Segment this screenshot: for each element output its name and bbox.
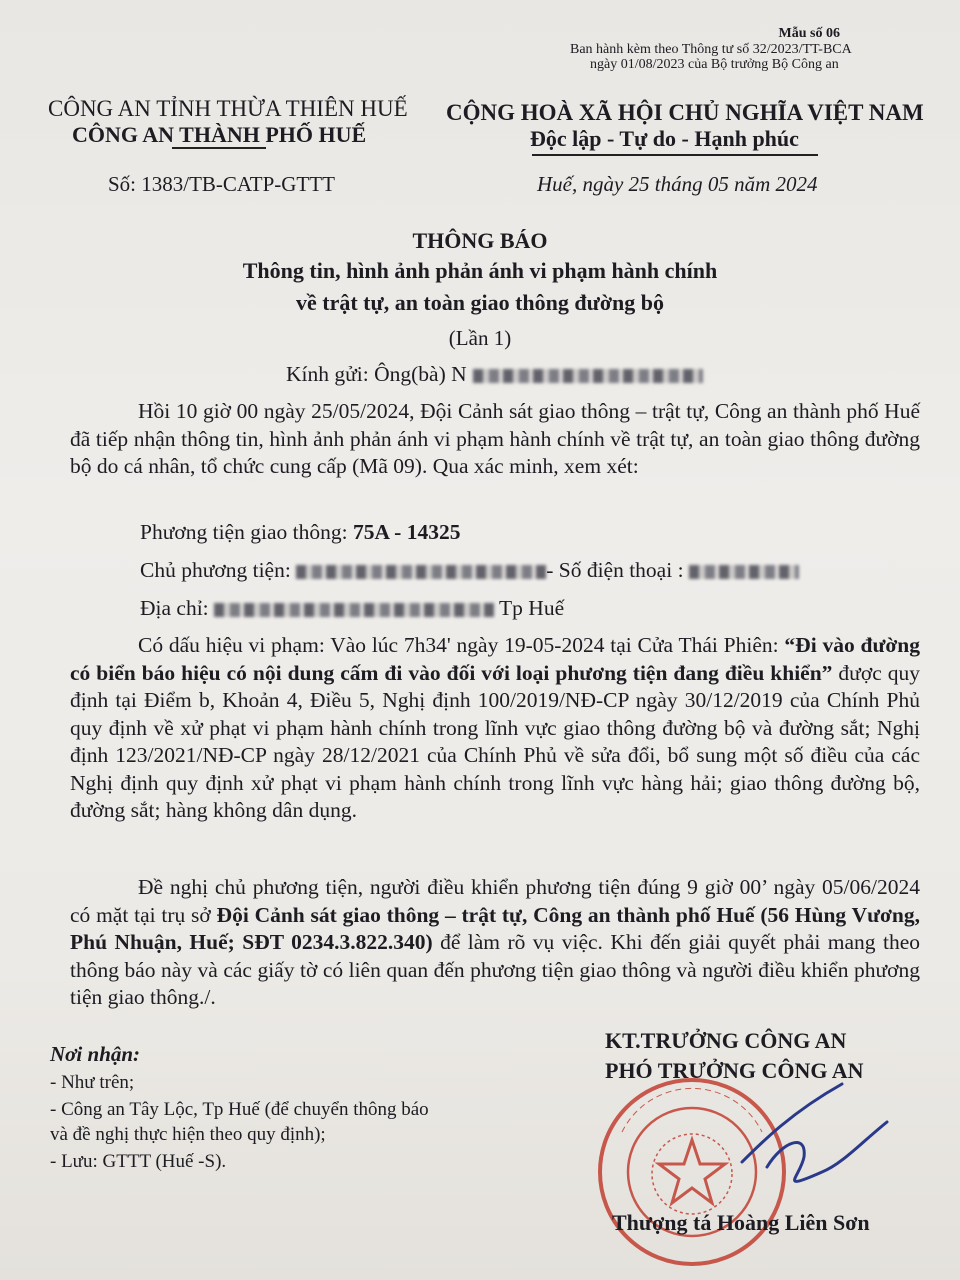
violation-paragraph (70, 632, 920, 825)
request-rest: để làm rõ vụ việc. Khi đến giải quyết phải mang theo thông báo này và các giấy tờ có liên quan đến phương tiện giao thông và người điều khiển phương tiện giao thông./. (70, 930, 920, 1009)
agency-underline (172, 147, 266, 149)
intro-paragraph (70, 398, 920, 481)
vehicle-label: Phương tiện giao thông: (140, 520, 353, 544)
request-place: Đội Cảnh sát giao thông – trật tự, Công an thành phố Huế (56 Hùng Vương, Phú Nhuận, Huế; SĐT 0234.3.822.340) (70, 902, 920, 954)
document-subtitle-1: Thông tin, hình ảnh phản ánh vi phạm hành chính (242, 258, 718, 283)
recipient-item: và đề nghị thực hiện theo quy định); (50, 1124, 326, 1145)
notice-round: (Lần 1) (448, 326, 512, 350)
recipient-item: - Như trên; (50, 1072, 135, 1093)
owner-label: Chủ phương tiện: (140, 558, 297, 582)
signatory-title-1: KT.TRƯỞNG CÔNG AN (605, 1028, 847, 1053)
recipient-item: - Công an Tây Lộc, Tp Huế (để chuyển thông báo (50, 1099, 429, 1120)
request-lead: Đề nghị chủ phương tiện, người điều khiển phương tiện đúng 9 giờ 00’ ngày 05/06/2024 có mặt tại trụ sở (70, 875, 920, 927)
national-motto: Độc lập - Tự do - Hạnh phúc (530, 126, 799, 151)
form-reference-line2: ngày 01/08/2023 của Bộ trưởng Bộ Công an (590, 57, 839, 72)
form-number: Mẫu số 06 (778, 26, 840, 41)
recipient-label: Kính gửi: Ông(bà) N (286, 362, 467, 386)
document-subtitle-2: về trật tự, an toàn giao thông đường bộ (295, 290, 664, 315)
agency-parent: CÔNG AN TỈNH THỪA THIÊN HUẾ (48, 96, 408, 121)
nation-name: CỘNG HOÀ XÃ HỘI CHỦ NGHĨA VIỆT NAM (446, 100, 924, 125)
recipient-line (286, 360, 703, 389)
address-city: Tp Huế (494, 596, 565, 620)
signatory-title-2: PHÓ TRƯỞNG CÔNG AN (605, 1058, 864, 1083)
phone-label: - Số điện thoại : (546, 558, 689, 582)
redacted-address (214, 603, 494, 617)
request-paragraph (70, 874, 920, 1012)
owner-line (140, 556, 799, 585)
violation-lead: Có dấu hiệu vi phạm: Vào lúc 7h34' ngày 19-05-2024 tại Cửa Thái Phiên: (138, 633, 785, 657)
agency-name: CÔNG AN THÀNH PHỐ HUẾ (72, 122, 367, 147)
document-title: THÔNG BÁO (412, 228, 548, 253)
signatory-name: Thượng tá Hoàng Liên Sơn (612, 1210, 870, 1235)
document-date: Huế, ngày 25 tháng 05 năm 2024 (537, 172, 818, 196)
recipient-item: - Lưu: GTTT (Huế -S). (50, 1151, 227, 1172)
handwritten-signature (742, 1084, 887, 1181)
motto-underline (532, 154, 818, 156)
document-number: Số: 1383/TB-CATP-GTTT (108, 172, 335, 196)
vehicle-line (140, 518, 460, 547)
redacted-phone (689, 565, 799, 579)
intro-text: Hồi 10 giờ 00 ngày 25/05/2024, Đội Cảnh sát giao thông – trật tự, Công an thành phố Huế đã tiếp nhận thông tin, hình ảnh phản ánh vi phạm hành chính về trật tự, an toàn giao thông đường bộ do cá nhân, tổ chức cung cấp (Mã 09). Qua xác minh, xem xét: (70, 399, 920, 478)
address-line (140, 594, 564, 623)
official-seal-icon (592, 1072, 892, 1272)
address-label: Địa chỉ: (140, 596, 215, 620)
license-plate: 75A - 14325 (352, 520, 461, 544)
recipients-heading: Nơi nhận: (50, 1042, 141, 1066)
violation-legal-basis: được quy định tại Điểm b, Khoản 4, Điều 5, Nghị định 100/2019/NĐ-CP ngày 30/12/2019 của Chính Phủ quy định về xử phạt vi phạm hành chính trong lĩnh vực giao thông đường bộ và đường sắt; Nghị định 123/2021/NĐ-CP ngày 28/12/2021 của Chính Phủ về sửa đổi, bổ sung một số điều của các Nghị định quy định xử phạt vi phạm hành chính trong lĩnh vực hàng hải; giao thông đường bộ, đường sắt; hàng không dân dụng. (70, 660, 920, 822)
redacted-name (473, 369, 703, 383)
violation-description: “Đi vào đường có biển báo hiệu có nội dung cấm đi vào đối với loại phương tiện đang điều khiển” (70, 633, 920, 685)
form-reference-line1: Ban hành kèm theo Thông tư số 32/2023/TT-BCA (570, 42, 852, 57)
redacted-owner (296, 565, 546, 579)
